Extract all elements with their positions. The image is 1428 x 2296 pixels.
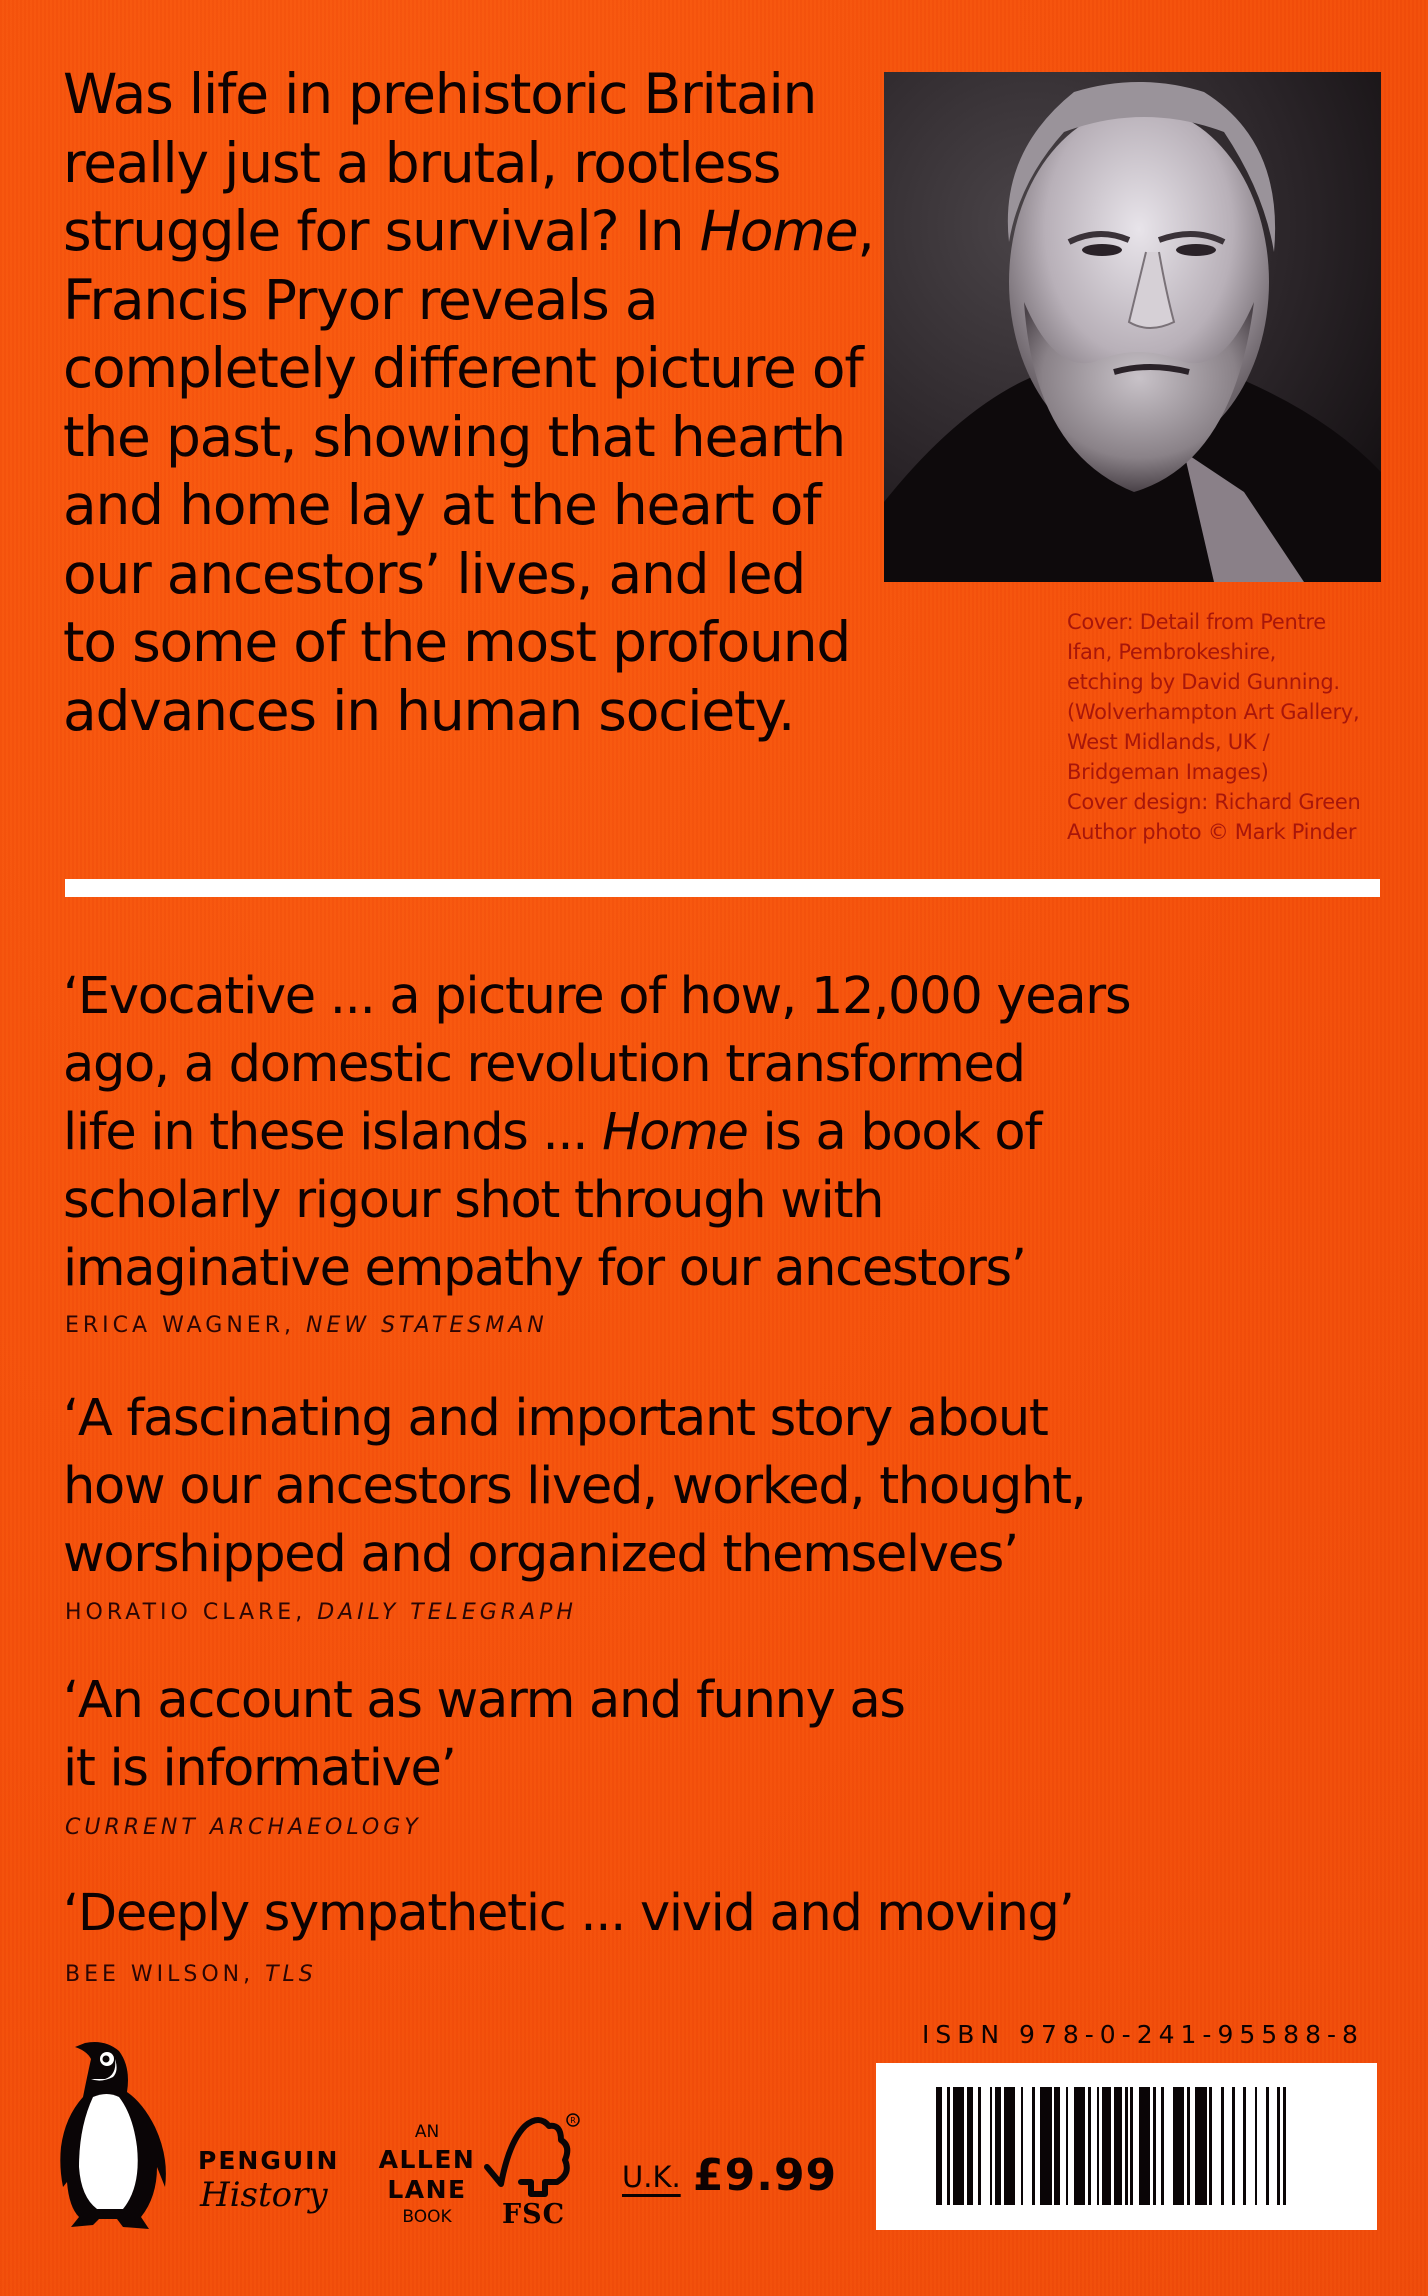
quote-line: imaginative empathy for our ancestors’	[63, 1239, 1026, 1298]
quote-line: it is informative’	[63, 1739, 456, 1798]
barcode-bar	[1286, 2087, 1289, 2205]
blurb-line: Was life in prehistoric Britain	[63, 62, 817, 126]
barcode-bar	[1269, 2087, 1277, 2205]
allen-lane-book: BOOK	[402, 2207, 452, 2227]
review-quote-4	[63, 1880, 1073, 1948]
blurb-line: really just a brutal, rootless	[63, 130, 781, 195]
fsc-registered-mark: R	[570, 2116, 576, 2125]
caption-line: Ifan, Pembrokeshire,	[1067, 640, 1276, 664]
barcode-bar	[1114, 2087, 1122, 2205]
barcode-bar	[1139, 2087, 1150, 2205]
penguin-logo-icon	[57, 2037, 172, 2232]
quote-line: scholarly rigour shot through with	[63, 1171, 884, 1230]
barcode-bar	[1164, 2087, 1172, 2205]
cover-credits-caption	[1067, 607, 1407, 847]
reviewer-name: HORATIO CLARE,	[65, 1600, 318, 1625]
quote-line: ‘Evocative ... a picture of how, 12,000 years	[63, 967, 1131, 1026]
price: £9.99	[693, 2150, 838, 2201]
quote-2-attribution	[65, 1600, 577, 1625]
publication-name: CURRENT ARCHAEOLOGY	[65, 1815, 422, 1840]
publication-name: NEW STATESMAN	[305, 1313, 548, 1338]
barcode-panel	[876, 2063, 1377, 2230]
caption-line: Cover design: Richard Green	[1067, 790, 1361, 814]
caption-line: Author photo © Mark Pinder	[1067, 820, 1357, 844]
quote-1-attribution	[65, 1313, 548, 1338]
divider-bar	[65, 879, 1380, 897]
imprint-penguin-label: PENGUIN	[198, 2146, 340, 2175]
quote-line: how our ancestors lived, worked, thought,	[63, 1457, 1086, 1516]
fsc-label: FSC	[502, 2199, 566, 2230]
isbn-number: ISBN 978-0-241-95588-8	[922, 2020, 1364, 2049]
caption-line: Cover: Detail from Pentre	[1067, 610, 1326, 634]
barcode-bar	[981, 2087, 989, 2205]
reviewer-name: BEE WILSON,	[65, 1962, 266, 1987]
allen-lane-line2: LANE	[387, 2175, 467, 2204]
publication-name: TLS	[265, 1962, 317, 1987]
author-photo	[884, 72, 1381, 582]
reviewer-name: ERICA WAGNER,	[65, 1313, 306, 1338]
barcode-bar	[1246, 2087, 1254, 2205]
quote-4-attribution	[65, 1962, 317, 1987]
caption-line: etching by David Gunning.	[1067, 670, 1340, 694]
series-history-label: History	[200, 2175, 328, 2215]
barcode-bar	[1074, 2087, 1085, 2205]
allen-lane-imprint	[372, 2124, 482, 2226]
caption-line: West Midlands, UK /	[1067, 730, 1270, 754]
blurb-line: advances in human society.	[63, 678, 795, 743]
barcode-bar	[1212, 2087, 1220, 2205]
quote-line: worshipped and organized themselves’	[63, 1525, 1018, 1584]
blurb-line: our ancestors’ lives, and led	[63, 541, 806, 606]
barcode-bar	[1040, 2087, 1051, 2205]
blurb-line: the past, showing that hearth	[63, 404, 846, 469]
review-quote-3	[63, 1667, 905, 1803]
barcode-bar	[1224, 2087, 1232, 2205]
review-quote-1	[63, 963, 1130, 1303]
quote-line: life in these islands ... Home is a book of	[63, 1103, 1041, 1162]
blurb-line: struggle for survival? In Home,	[63, 199, 874, 263]
barcode-bar	[1235, 2087, 1243, 2205]
barcode-bar	[1257, 2087, 1265, 2205]
quote-line: ‘An account as warm and funny as	[63, 1671, 905, 1730]
book-title-italic: Home	[602, 1103, 748, 1162]
quote-3-attribution	[65, 1815, 422, 1840]
blurb-line: to some of the most profound	[63, 610, 851, 674]
quote-line: ‘Deeply sympathetic ... vivid and moving’	[63, 1884, 1074, 1943]
barcode-bar	[1004, 2087, 1015, 2205]
book-title-italic: Home	[699, 199, 858, 263]
blurb-line: and home lay at the heart of	[63, 473, 821, 537]
allen-lane-line1: ALLEN	[378, 2145, 476, 2174]
allen-lane-an: AN	[414, 2122, 440, 2142]
review-quote-2	[63, 1385, 1086, 1589]
barcode-bar	[1195, 2087, 1206, 2205]
quote-line: ‘A fascinating and important story about	[63, 1389, 1048, 1448]
blurb-line: completely different picture of	[63, 336, 863, 400]
barcode-bar	[1102, 2087, 1110, 2205]
back-cover-blurb	[63, 60, 874, 745]
barcode-bar	[953, 2087, 964, 2205]
quote-line: ago, a domestic revolution transformed	[63, 1035, 1025, 1094]
caption-line: (Wolverhampton Art Gallery,	[1067, 700, 1360, 724]
price-region: U.K.	[622, 2160, 681, 2194]
barcode-icon	[936, 2087, 1289, 2205]
barcode-bar	[1023, 2087, 1031, 2205]
publication-name: DAILY TELEGRAPH	[317, 1600, 577, 1625]
blurb-line: Francis Pryor reveals a	[63, 267, 658, 332]
caption-line: Bridgeman Images)	[1067, 760, 1269, 784]
barcode-bar	[1173, 2087, 1184, 2205]
